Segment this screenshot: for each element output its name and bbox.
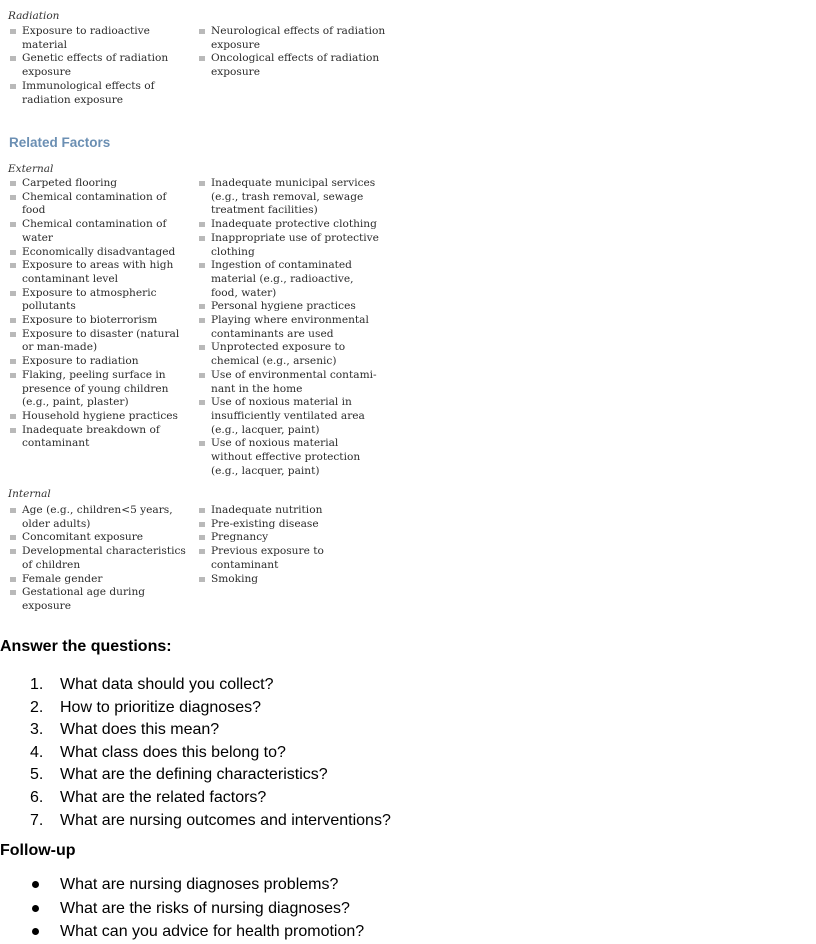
square-bullet-icon (10, 332, 16, 337)
square-bullet-icon (10, 222, 16, 227)
list-item-text: Inadequate protective clothing (211, 218, 377, 231)
list-item (8, 218, 196, 245)
followup-text: What are nursing diagnoses problems? (60, 876, 339, 893)
list-item (197, 259, 397, 300)
square-bullet-icon (10, 373, 16, 378)
list-item (197, 25, 397, 52)
list-item-text: Exposure to bioterrorism (22, 314, 158, 327)
question-number: 6. (30, 788, 44, 806)
square-bullet-icon (10, 250, 16, 255)
internal-list-right (197, 504, 397, 586)
list-item-text: Smoking (211, 572, 259, 585)
list-item (197, 437, 397, 478)
list-item (197, 300, 397, 314)
list-item-text: Flaking, peeling surface in presence of young children (e.g., paint, plaster) (22, 368, 169, 409)
list-item-text: Exposure to disaster (natural or man-made) (22, 327, 180, 354)
square-bullet-icon (10, 577, 16, 582)
list-item-text: Pregnancy (211, 531, 269, 544)
square-bullet-icon (199, 236, 205, 241)
bullet-dot-icon (32, 928, 39, 935)
square-bullet-icon (199, 29, 205, 34)
square-bullet-icon (199, 549, 205, 554)
list-item-text: Use of noxious material in insufficiently ventilated area (e.g., lacquer, paint) (211, 396, 365, 436)
list-item (8, 52, 196, 79)
list-item (8, 410, 196, 424)
list-item-text: Household hygiene practices (22, 409, 178, 422)
list-item-text: Use of environmental contami- nant in the home (211, 368, 377, 395)
bullet-dot-icon (32, 881, 39, 888)
list-item (8, 586, 196, 613)
list-item (197, 341, 397, 368)
square-bullet-icon (10, 84, 16, 89)
list-item-text: Inadequate nutrition (211, 504, 323, 516)
square-bullet-icon (10, 590, 16, 595)
list-item-text: Neurological effects of radiation exposure (211, 25, 386, 51)
followup-list (30, 873, 364, 944)
list-item-text: Gestational age during exposure (22, 586, 146, 612)
list-item (8, 545, 196, 572)
question-item (30, 742, 391, 765)
list-item-text: Economically disadvantaged (22, 245, 176, 258)
square-bullet-icon (199, 535, 205, 540)
list-item (197, 232, 397, 259)
square-bullet-icon (199, 373, 205, 378)
list-item-text: Genetic effects of radiation exposure (22, 52, 169, 79)
question-number: 3. (30, 721, 44, 739)
list-item (8, 25, 196, 52)
list-item-text: Exposure to radioactive material (22, 25, 150, 51)
list-item-text: Unprotected exposure to chemical (e.g., arsenic) (211, 341, 346, 368)
square-bullet-icon (199, 56, 205, 61)
question-number: 5. (30, 766, 44, 784)
list-item-text: Exposure to areas with high contaminant level (22, 259, 174, 285)
list-item-text: Inadequate breakdown of contaminant (22, 423, 160, 450)
list-item (8, 287, 196, 314)
square-bullet-icon (10, 359, 16, 364)
list-item-text: Immunological effects of radiation exposure (22, 79, 155, 106)
list-item (8, 328, 196, 355)
square-bullet-icon (199, 263, 205, 268)
list-item (197, 396, 397, 437)
question-text: What data should you collect? (60, 676, 274, 693)
external-label: External (8, 163, 54, 175)
radiation-label: Radiation (8, 10, 60, 22)
external-list-left (8, 177, 196, 451)
list-item (197, 531, 397, 545)
list-item-text: Playing where environmental contaminants are used (211, 314, 369, 340)
square-bullet-icon (10, 549, 16, 554)
square-bullet-icon (10, 291, 16, 296)
question-number: 1. (30, 676, 44, 693)
square-bullet-icon (199, 304, 205, 309)
list-item (8, 80, 196, 107)
bullet-dot-icon (32, 905, 39, 912)
square-bullet-icon (199, 522, 205, 527)
internal-list-left (8, 504, 196, 614)
list-item (8, 573, 196, 587)
radiation-list-left (8, 25, 196, 107)
list-item (197, 52, 397, 79)
question-number: 4. (30, 743, 44, 761)
list-item-text: Inappropriate use of protective clothing (211, 231, 379, 258)
list-item (197, 177, 397, 218)
list-item-text: Age (e.g., children<5 years, older adults) (22, 504, 173, 530)
question-text: What are the defining characteristics? (60, 766, 328, 784)
question-number: 7. (30, 811, 44, 829)
square-bullet-icon (199, 318, 205, 323)
list-item (8, 424, 196, 451)
question-text: What are the related factors? (60, 788, 267, 806)
question-number: 2. (30, 698, 44, 716)
question-text: How to prioritize diagnoses? (60, 698, 261, 716)
followup-item (30, 897, 364, 921)
list-item-text: Carpeted flooring (22, 177, 118, 189)
radiation-list-right (197, 25, 397, 80)
square-bullet-icon (10, 195, 16, 200)
question-item (30, 674, 391, 697)
list-item (8, 246, 196, 260)
square-bullet-icon (10, 181, 16, 186)
list-item (197, 218, 397, 232)
list-item-text: Concomitant exposure (22, 531, 144, 544)
list-item-text: Previous exposure to contaminant (211, 545, 324, 571)
square-bullet-icon (10, 318, 16, 323)
question-item (30, 719, 391, 742)
question-text: What does this mean? (60, 721, 220, 739)
square-bullet-icon (10, 414, 16, 419)
list-item (197, 573, 397, 587)
list-item-text: Chemical contamination of food (22, 190, 167, 217)
square-bullet-icon (10, 29, 16, 34)
square-bullet-icon (10, 428, 16, 433)
list-item (8, 504, 196, 531)
square-bullet-icon (199, 181, 205, 186)
square-bullet-icon (199, 400, 205, 405)
list-item (197, 314, 397, 341)
list-item (197, 504, 397, 518)
list-item (8, 314, 196, 328)
followup-item (30, 873, 364, 897)
list-item (197, 369, 397, 396)
followup-text: What can you advice for health promotion? (60, 923, 365, 940)
square-bullet-icon (199, 508, 205, 513)
list-item-text: Developmental characteristics of children (22, 545, 186, 571)
square-bullet-icon (10, 263, 16, 268)
square-bullet-icon (10, 535, 16, 540)
list-item (8, 191, 196, 218)
square-bullet-icon (199, 577, 205, 582)
external-list-right (197, 177, 397, 478)
internal-label: Internal (8, 488, 51, 500)
list-item-text: Chemical contamination of water (22, 218, 167, 244)
question-text: What class does this belong to? (60, 743, 286, 761)
followup-text: What are the risks of nursing diagnoses? (60, 899, 350, 917)
square-bullet-icon (199, 441, 205, 446)
list-item-text: Inadequate municipal services (e.g., trash removal, sewage treatment facilities) (211, 177, 376, 217)
list-item-text: Personal hygiene practices (211, 300, 356, 313)
list-item-text: Exposure to atmospheric pollutants (22, 286, 157, 313)
list-item-text: Use of noxious material without effective protection (e.g., lacquer, paint) (211, 437, 361, 477)
question-item (30, 764, 391, 787)
list-item (8, 531, 196, 545)
list-item-text: Oncological effects of radiation exposure (211, 52, 380, 79)
list-item-text: Ingestion of contaminated material (e.g., radioactive, food, water) (211, 259, 354, 299)
question-item (30, 787, 391, 810)
list-item-text: Pre-existing disease (211, 517, 319, 530)
list-item (8, 259, 196, 286)
list-item (8, 355, 196, 369)
list-item (197, 545, 397, 572)
square-bullet-icon (199, 345, 205, 350)
followup-heading: Follow-up (0, 842, 76, 859)
list-item-text: Exposure to radiation (22, 355, 139, 368)
square-bullet-icon (10, 508, 16, 513)
question-item (30, 697, 391, 720)
list-item (197, 518, 397, 532)
list-item (8, 177, 196, 191)
related-factors-heading: Related Factors (9, 135, 111, 150)
question-text: What are nursing outcomes and interventions? (60, 811, 391, 829)
list-item-text: Female gender (22, 572, 103, 585)
questions-heading: Answer the questions: (0, 638, 172, 655)
questions-list (30, 674, 391, 832)
question-item (30, 810, 391, 833)
square-bullet-icon (199, 222, 205, 227)
square-bullet-icon (10, 56, 16, 61)
list-item (8, 369, 196, 410)
followup-item (30, 920, 364, 944)
